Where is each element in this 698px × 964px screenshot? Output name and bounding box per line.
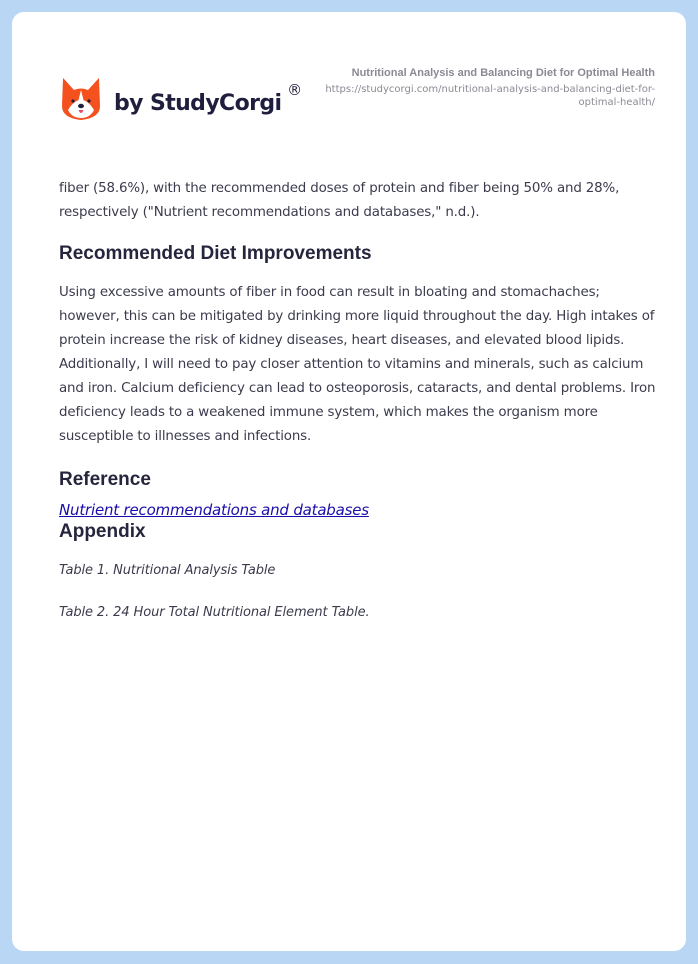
document-page xyxy=(12,12,686,951)
corgi-logo-icon xyxy=(60,76,102,122)
table-1-caption: Table 1. Nutritional Analysis Table xyxy=(59,563,276,578)
document-content xyxy=(59,177,659,622)
heading-reference: Reference xyxy=(59,469,151,490)
document-meta xyxy=(325,66,655,109)
improvements-paragraph: Using excessive amounts of fiber in food can result in bloating and stomachaches; however, this can be mitigated by drinking more liquid throughout the day. High intakes of protein increase the risk of kidney diseases, heart diseases, and elevated blood lipids. Additionally, I will need to pay closer attention to vitamins and minerals, such as calcium and iron. Calcium deficiency can lead to osteoporosis, cataracts, and dental problems. Iron deficiency leads to a weakened immune system, which makes the organism more susceptible to illnesses and infections. xyxy=(59,285,656,444)
heading-appendix: Appendix xyxy=(59,521,146,542)
logo-text: by StudyCorgi ® xyxy=(114,80,302,116)
studycorgi-logo[interactable] xyxy=(60,76,302,122)
intro-paragraph: fiber (58.6%), with the recommended doses of protein and fiber being 50% and 28%, respectively ("Nutrient recommendations and databases," n.d.). xyxy=(59,181,620,220)
table-2-caption: Table 2. 24 Hour Total Nutritional Element Table. xyxy=(59,605,370,620)
reference-link[interactable]: Nutrient recommendations and databases xyxy=(59,501,369,519)
document-title: Nutritional Analysis and Balancing Diet for Optimal Health xyxy=(351,67,655,79)
registered-mark: ® xyxy=(287,80,302,99)
page-header xyxy=(12,12,686,152)
heading-recommended-diet-improvements: Recommended Diet Improvements xyxy=(59,243,372,264)
document-url[interactable]: https://studycorgi.com/nutritional-analysis-and-balancing-diet-for-optimal-health/ xyxy=(325,84,655,108)
